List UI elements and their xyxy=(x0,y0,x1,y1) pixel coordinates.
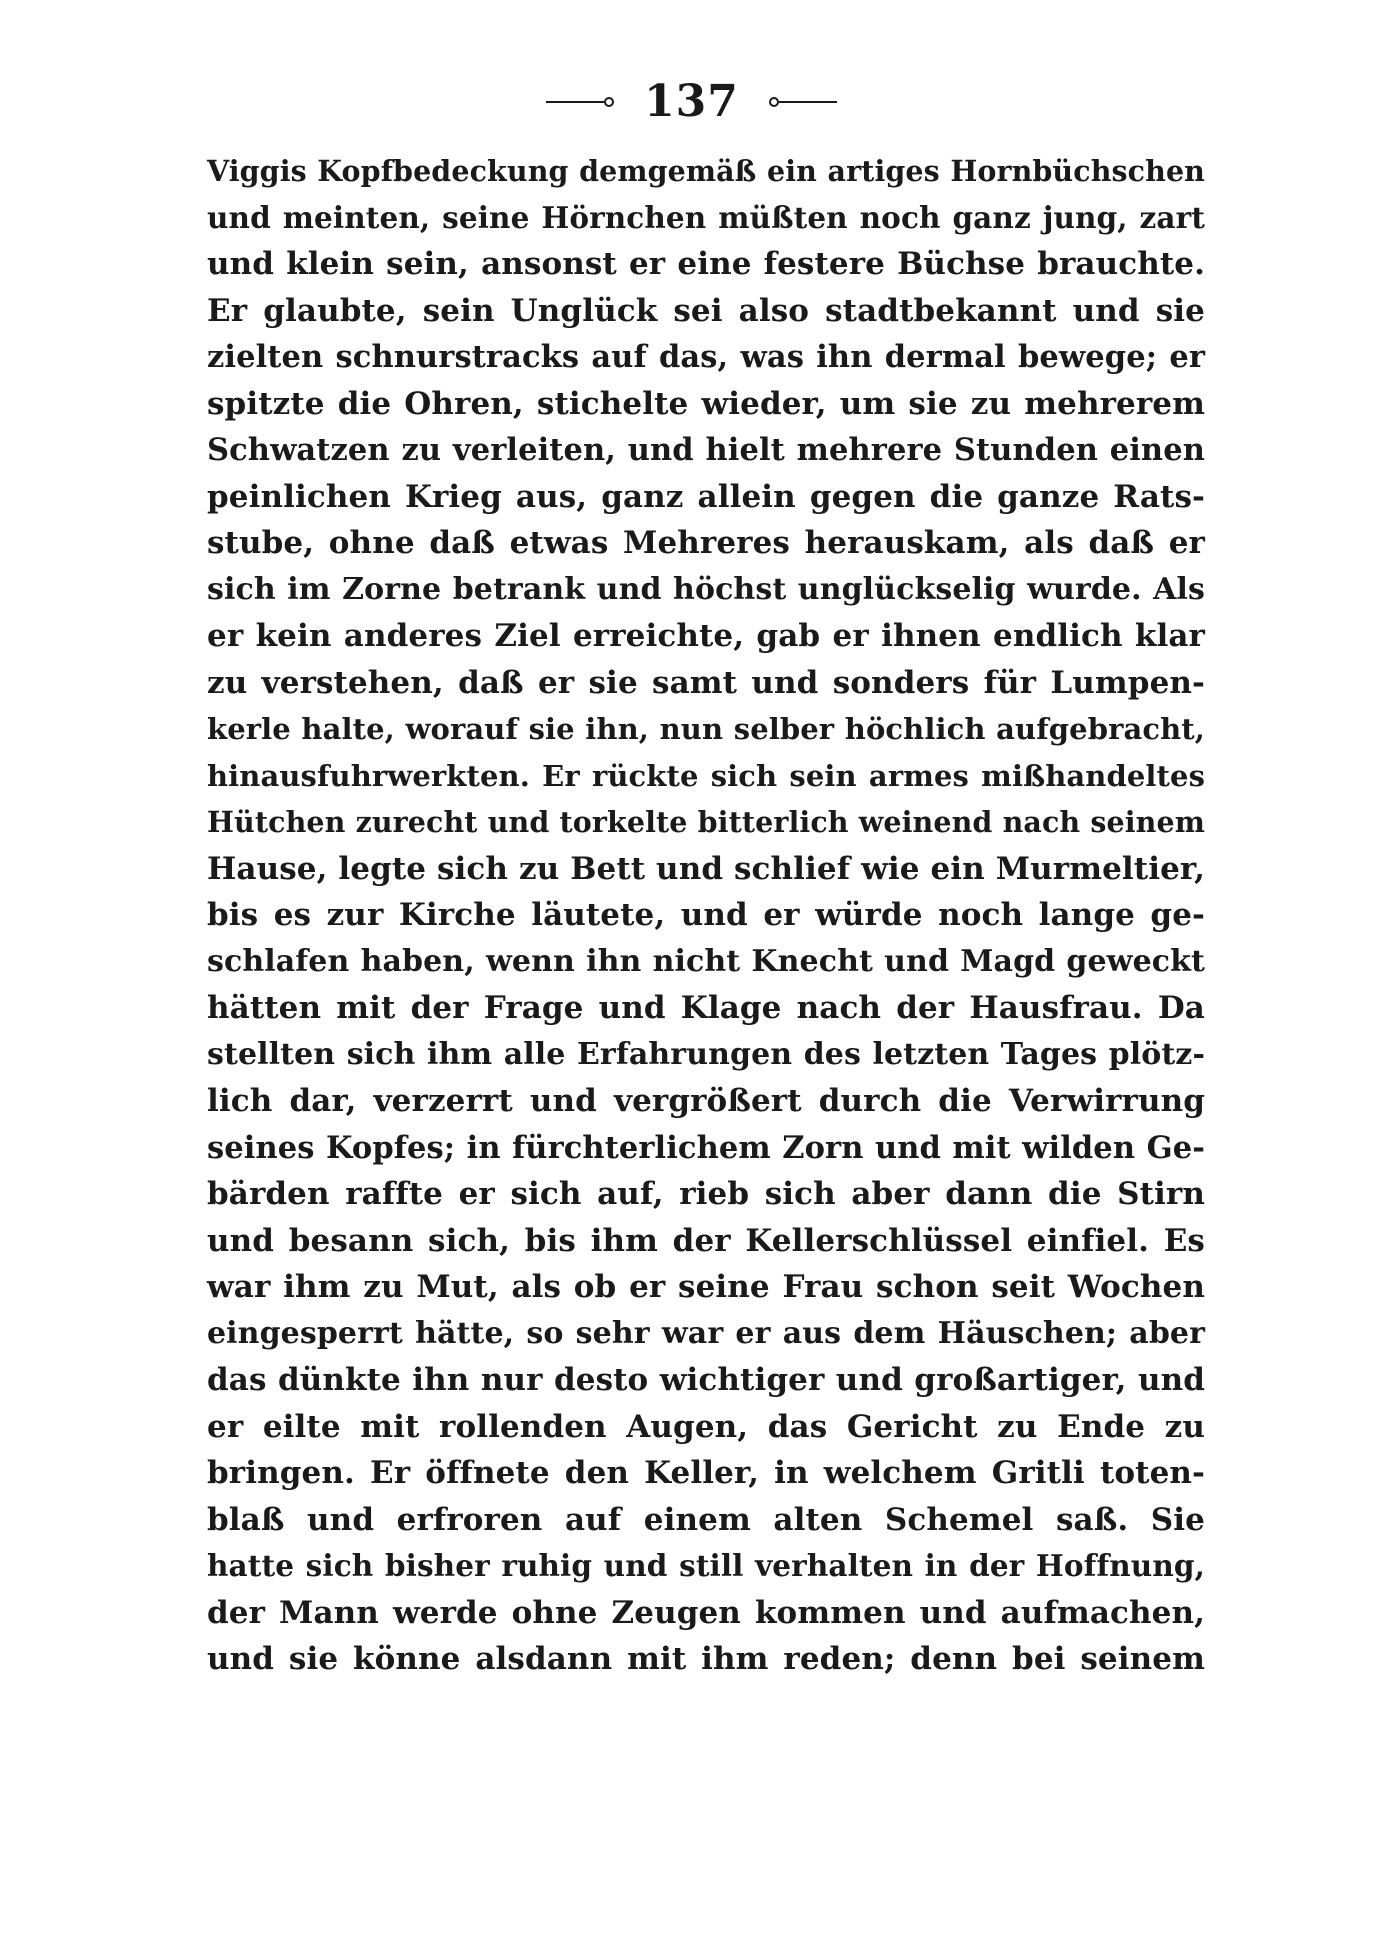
text-line: stellten sich ihm alle Erfahrungen des letzten Tages plötz- xyxy=(207,1036,1205,1072)
body-text xyxy=(207,148,1205,1683)
text-line: hinausfuhrwerkten. Er rückte sich sein armes mißhandeltes xyxy=(207,758,1205,793)
text-line: blaß und erfroren auf einem alten Schemel saß. Sie xyxy=(207,1501,1205,1538)
text-line: er eilte mit rollenden Augen, das Gericht zu Ende zu xyxy=(207,1408,1205,1445)
text-line: stube, ohne daß etwas Mehreres herauskam, als daß er xyxy=(207,525,1205,561)
text-line: Schwatzen zu verleiten, und hielt mehrere Stunden einen xyxy=(207,432,1205,468)
text-line: hatte sich bisher ruhig und still verhalten in der Hoffnung, xyxy=(207,1548,1205,1583)
text-line: hätten mit der Frage und Klage nach der Hausfrau. Da xyxy=(207,990,1205,1026)
text-line: zu verstehen, daß er sie samt und sonders für Lumpen- xyxy=(207,664,1205,701)
text-line: er kein anderes Ziel erreichte, gab er ihnen endlich klar xyxy=(207,618,1205,654)
text-line: sich im Zorne betrank und höchst unglückselig wurde. Als xyxy=(207,571,1205,607)
text-line: bringen. Er öffnete den Keller, in welchem Gritli toten- xyxy=(207,1455,1205,1491)
text-line: das dünkte ihn nur desto wichtiger und großartiger, und xyxy=(207,1362,1205,1398)
text-line: war ihm zu Mut, als ob er seine Frau schon seit Wochen xyxy=(207,1269,1205,1305)
text-line: bis es zur Kirche läutete, und er würde noch lange ge- xyxy=(207,897,1205,933)
text-line: Hütchen zurecht und torkelte bitterlich weinend nach seinem xyxy=(207,805,1205,839)
text-line: zielten schnurstracks auf das, was ihn dermal bewege; er xyxy=(207,339,1205,375)
text-line: Er glaubte, sein Unglück sei also stadtbekannt und sie xyxy=(207,292,1205,329)
ornament-line xyxy=(779,101,837,103)
text-line: seines Kopfes; in fürchterlichem Zorn und mit wilden Ge- xyxy=(207,1129,1205,1166)
left-ornament-rule xyxy=(546,97,614,107)
text-line: lich dar, verzerrt und vergrößert durch die Verwirrung xyxy=(207,1083,1205,1119)
page-number: 137 xyxy=(644,76,739,127)
text-line: peinlichen Krieg aus, ganz allein gegen die ganze Rats- xyxy=(207,478,1205,515)
text-line: bärden raffte er sich auf, rieb sich aber dann die Stirn xyxy=(207,1176,1205,1212)
text-line: eingesperrt hätte, so sehr war er aus dem Häuschen; aber xyxy=(207,1315,1205,1351)
text-line: Hause, legte sich zu Bett und schlief wie ein Murmeltier, xyxy=(207,850,1205,887)
ornament-dot xyxy=(604,97,614,107)
text-line: und klein sein, ansonst er eine festere Büchse brauchte. xyxy=(207,246,1205,282)
text-line: Viggis Kopfbedeckung demgemäß ein artiges Hornbüchschen xyxy=(207,154,1205,188)
ornament-line xyxy=(546,101,604,103)
text-line: und meinten, seine Hörnchen müßten noch ganz jung, zart xyxy=(207,199,1205,235)
text-line: schlafen haben, wenn ihn nicht Knecht und Magd geweckt xyxy=(207,943,1205,979)
text-line: kerle halte, worauf sie ihn, nun selber höchlich aufgebracht, xyxy=(207,712,1205,746)
ornament-dot xyxy=(769,97,779,107)
right-ornament-rule xyxy=(769,97,837,107)
text-line: und besann sich, bis ihm der Kellerschlüssel einfiel. Es xyxy=(207,1222,1205,1259)
text-line: der Mann werde ohne Zeugen kommen und aufmachen, xyxy=(207,1594,1205,1631)
text-line: und sie könne alsdann mit ihm reden; denn bei seinem xyxy=(207,1641,1205,1677)
page-header xyxy=(0,72,1383,132)
text-line: spitzte die Ohren, stichelte wieder, um sie zu mehrerem xyxy=(207,385,1205,422)
